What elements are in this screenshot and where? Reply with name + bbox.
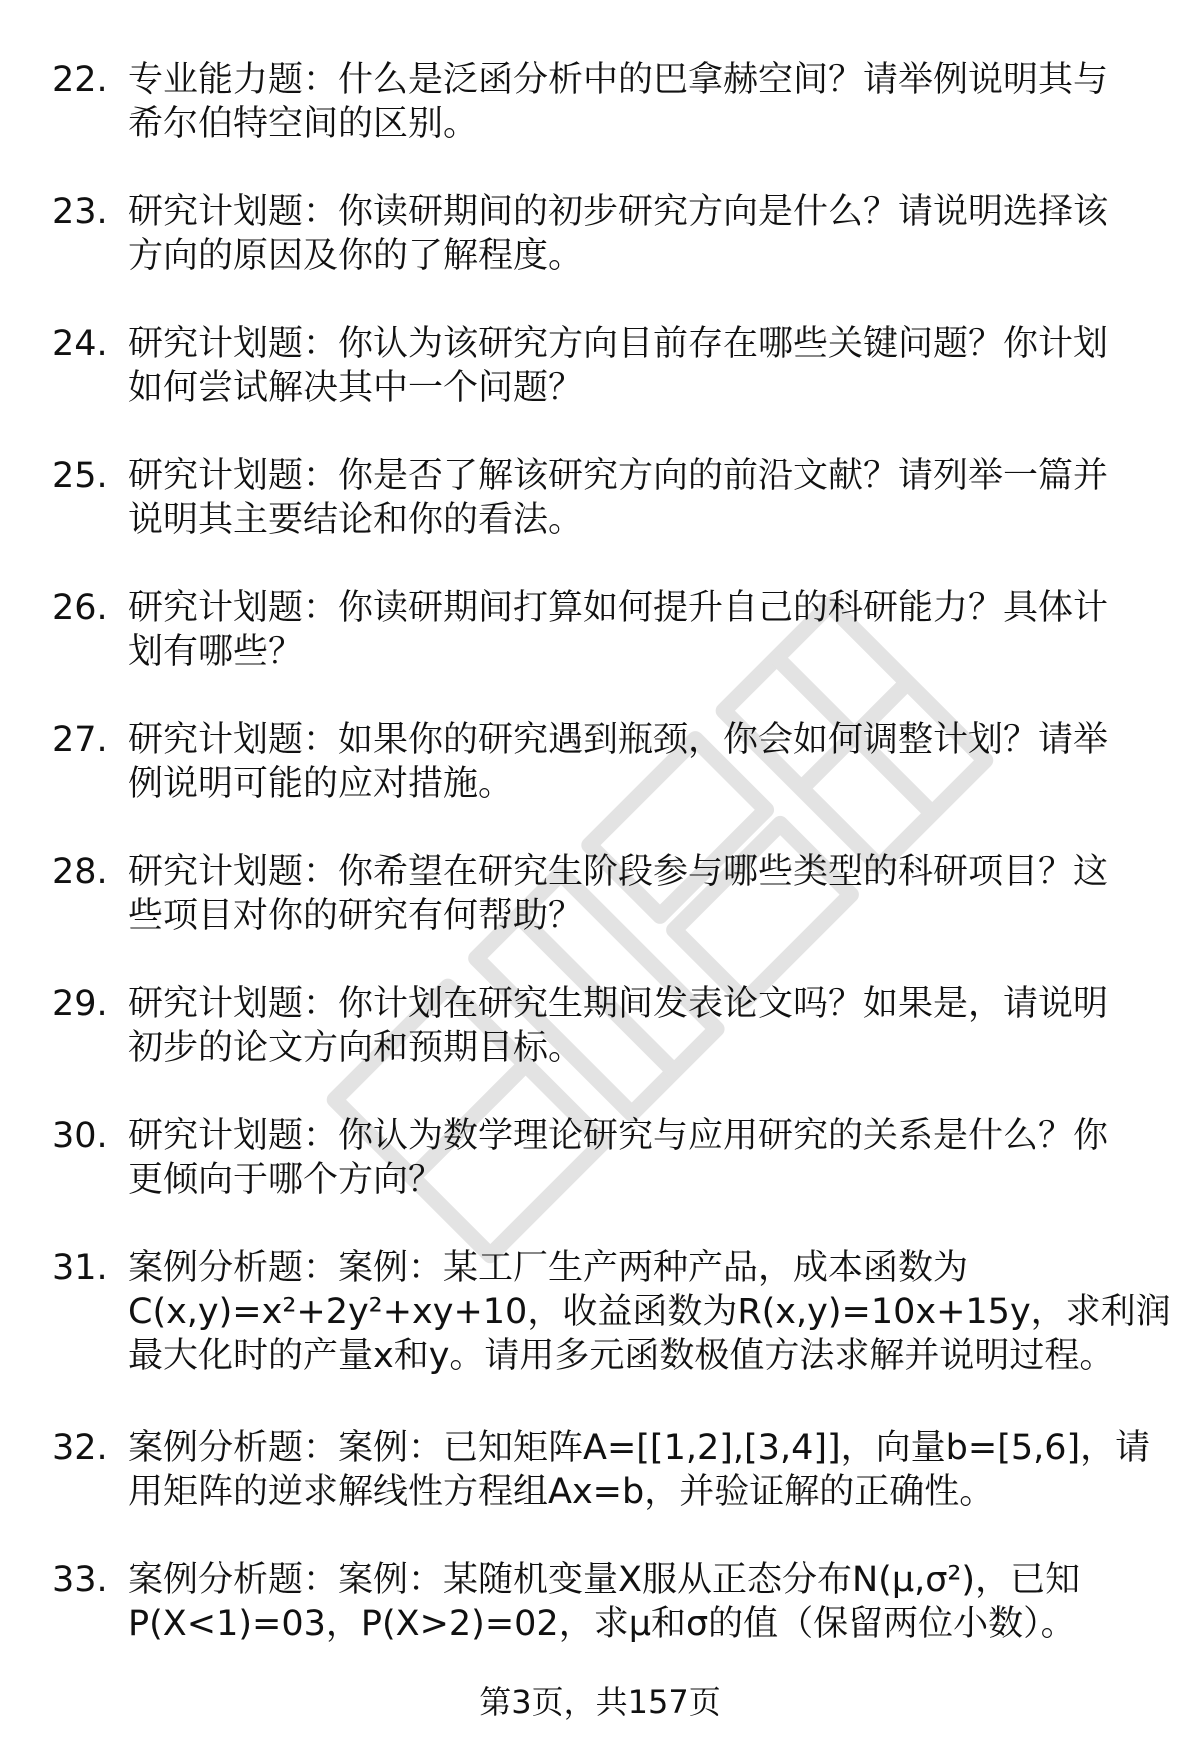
question-number: 23. (52, 192, 108, 232)
question-line: 研究计划题：你认为数学理论研究与应用研究的关系是什么？你 (128, 1116, 1109, 1156)
question-line: 说明其主要结论和你的看法。 (128, 500, 584, 540)
question-line: 用矩阵的逆求解线性方程组Ax=b，并验证解的正确性。 (128, 1472, 995, 1512)
question-line: P(X<1)=03，P(X>2)=02，求μ和σ的值（保留两位小数）。 (128, 1604, 1076, 1644)
question-number: 29. (52, 984, 108, 1024)
question-number: 31. (52, 1248, 108, 1288)
question-line: 方向的原因及你的了解程度。 (128, 236, 584, 276)
question-line: 希尔伯特空间的区别。 (128, 104, 479, 144)
question-text (128, 982, 1188, 1070)
question-text (128, 58, 1188, 146)
question-line: 专业能力题：什么是泛函分析中的巴拿赫空间？请举例说明其与 (128, 60, 1109, 100)
page-footer: 第3页，共157页 (479, 1683, 721, 1721)
question-text (128, 1558, 1188, 1646)
question-number: 25. (52, 456, 108, 496)
question-line: 更倾向于哪个方向？ (128, 1160, 444, 1200)
question-number: 33. (52, 1560, 108, 1600)
question-number: 26. (52, 588, 108, 628)
question-number: 27. (52, 720, 108, 760)
question-line: 些项目对你的研究有何帮助？ (128, 896, 584, 936)
question-text (128, 1426, 1188, 1514)
question-number: 32. (52, 1428, 108, 1468)
question-text (128, 850, 1188, 938)
question-line: 研究计划题：你读研期间打算如何提升自己的科研能力？具体计 (128, 588, 1109, 628)
question-number: 24. (52, 324, 108, 364)
question-text (128, 190, 1188, 278)
question-line: 研究计划题：你读研期间的初步研究方向是什么？请说明选择该 (128, 192, 1109, 232)
question-text (128, 718, 1188, 806)
question-line: 划有哪些？ (128, 632, 304, 672)
question-text (128, 1246, 1188, 1378)
question-line: 研究计划题：你希望在研究生阶段参与哪些类型的科研项目？这 (128, 852, 1109, 892)
question-line: 如何尝试解决其中一个问题？ (128, 368, 584, 408)
question-line: C(x,y)=x²+2y²+xy+10，收益函数为R(x,y)=10x+15y，求利润 (128, 1292, 1171, 1332)
question-line: 初步的论文方向和预期目标。 (128, 1028, 584, 1068)
question-number: 22. (52, 60, 108, 100)
question-number: 30. (52, 1116, 108, 1156)
question-line: 研究计划题：如果你的研究遇到瓶颈，你会如何调整计划？请举 (128, 720, 1109, 760)
question-line: 研究计划题：你计划在研究生期间发表论文吗？如果是，请说明 (128, 984, 1109, 1024)
question-line: 案例分析题：案例：某随机变量X服从正态分布N(μ,σ²)，已知 (128, 1560, 1081, 1600)
question-number: 28. (52, 852, 108, 892)
question-line: 案例分析题：案例：某工厂生产两种产品，成本函数为 (128, 1248, 969, 1288)
question-text (128, 454, 1188, 542)
question-text (128, 322, 1188, 410)
question-line: 研究计划题：你认为该研究方向目前存在哪些关键问题？你计划 (128, 324, 1109, 364)
question-text (128, 586, 1188, 674)
question-text (128, 1114, 1188, 1202)
question-line: 最大化时的产量x和y。请用多元函数极值方法求解并说明过程。 (128, 1336, 1115, 1376)
question-line: 例说明可能的应对措施。 (128, 764, 514, 804)
question-line: 案例分析题：案例：已知矩阵A=[[1,2],[3,4]]，向量b=[5,6]，请 (128, 1428, 1151, 1468)
question-line: 研究计划题：你是否了解该研究方向的前沿文献？请列举一篇并 (128, 456, 1109, 496)
